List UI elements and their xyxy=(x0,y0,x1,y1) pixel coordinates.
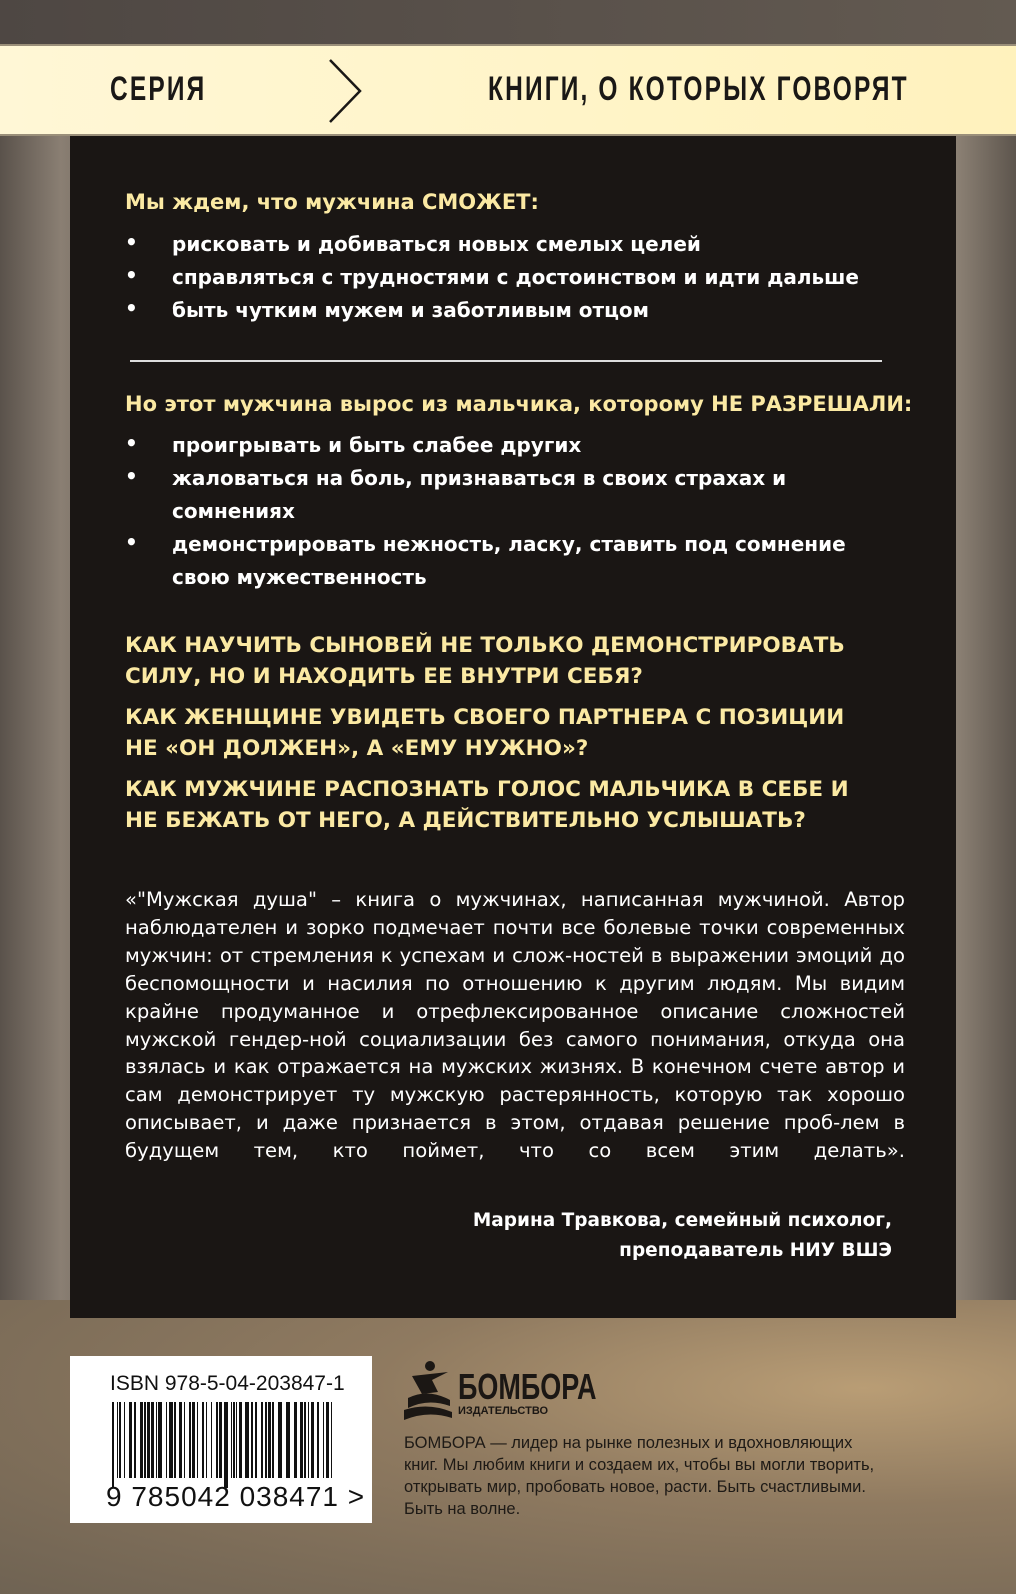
list-item: проигрывать и быть слабее других xyxy=(172,433,582,457)
barcode-bar xyxy=(304,1402,306,1478)
barcode-bar xyxy=(184,1402,185,1478)
barcode-bar xyxy=(117,1402,118,1478)
barcode-bar xyxy=(245,1402,249,1478)
barcode-bar xyxy=(124,1402,125,1478)
series-name: КНИГИ, О КОТОРЫХ ГОВОРЯТ xyxy=(488,70,909,108)
top-background xyxy=(0,0,1016,46)
barcode-bar xyxy=(119,1402,121,1478)
attribution-line: Марина Травкова, семейный психолог, xyxy=(472,1210,892,1231)
section2-heading: Но этот мужчина вырос из мальчика, которому НЕ РАЗРЕШАЛИ: xyxy=(125,392,913,416)
bullet-icon: • xyxy=(125,296,138,320)
barcode-bar xyxy=(189,1402,191,1478)
list-item: рисковать и добиваться новых смелых целей xyxy=(172,232,701,256)
barcode-bar xyxy=(179,1402,182,1478)
barcode-bar xyxy=(233,1402,235,1478)
barcode-bar xyxy=(166,1402,167,1478)
bullet-icon: • xyxy=(125,263,138,287)
bullet-icon: • xyxy=(125,230,138,254)
barcode-bar xyxy=(323,1402,324,1478)
series-banner xyxy=(0,44,1016,136)
list-item: демонстрировать нежность, ласку, ставить под сомнение свою мужественность xyxy=(172,532,846,589)
barcode-bar xyxy=(272,1402,274,1478)
barcode-bar xyxy=(211,1402,212,1478)
barcode-bar xyxy=(255,1402,257,1478)
barcode-bar xyxy=(224,1402,228,1488)
list-item: быть чутким мужем и заботливым отцом xyxy=(172,298,650,322)
barcode-bar xyxy=(300,1402,303,1478)
barcode-bar xyxy=(197,1402,198,1478)
barcode-bar xyxy=(158,1402,162,1478)
bullet-icon: • xyxy=(125,431,138,455)
question: КАК НАУЧИТЬ СЫНОВЕЙ НЕ ТОЛЬКО ДЕМОНСТРИРОВАТЬ СИЛУ, НО И НАХОДИТЬ ЕЕ ВНУТРИ СЕБЯ? xyxy=(125,633,845,689)
series-label: СЕРИЯ xyxy=(110,70,207,108)
barcode-bar xyxy=(202,1402,204,1478)
isbn-barcode-box xyxy=(70,1356,372,1523)
review-quote: «"Мужская душа" – книга о мужчинах, написанная мужчиной. Автор наблюдателен и зорко подмечает почти все болевые точки современных мужчин: от стремления к успехам и слож-ностей в выражении эмоций до беспомощности и насилия по отношению к другим людям. Мы видим крайне продуманное и отрефлексированное описание сложностей мужской гендер-ной социализации без самого понимания, откуда она взялась и как отражается на мужских жизнях. В конечном счете автор и сам демонстрирует ту мужскую растерянность, которую так хорошо описывает, и даже признается в этом, отдавая решение проб-лем в будущем тем, кто поймет, что со всем этим делать». xyxy=(125,888,905,1163)
barcode-bar xyxy=(286,1402,290,1478)
publisher-logo-icon xyxy=(402,1358,454,1420)
list-item: справляться с трудностями с достоинством и идти дальше xyxy=(172,265,859,289)
barcode-bar xyxy=(317,1402,319,1478)
barcode-bar xyxy=(151,1402,154,1478)
publisher-subtitle: ИЗДАТЕЛЬСТВО xyxy=(458,1405,549,1417)
isbn-label: ISBN 978-5-04-203847-1 xyxy=(110,1372,345,1395)
quote-attribution xyxy=(473,1206,892,1266)
description-panel xyxy=(70,136,956,1318)
barcode xyxy=(110,1402,340,1488)
publisher-name: БОМБОРА xyxy=(458,1366,597,1407)
chevron-right-icon xyxy=(326,58,366,124)
barcode-bar xyxy=(311,1402,314,1478)
barcode-bar xyxy=(308,1402,309,1478)
barcode-bar xyxy=(192,1402,195,1478)
barcode-bar xyxy=(129,1402,132,1478)
barcode-bar xyxy=(326,1402,329,1478)
bullet-icon: • xyxy=(125,530,138,554)
barcode-bar xyxy=(294,1402,297,1478)
question: КАК МУЖЧИНЕ РАСПОЗНАТЬ ГОЛОС МАЛЬЧИКА В СЕБЕ И НЕ БЕЖАТЬ ОТ НЕГО, А ДЕЙСТВИТЕЛЬНО УСЛЫШАТЬ? xyxy=(125,777,849,833)
barcode-bar xyxy=(147,1402,150,1478)
section1-heading: Мы ждем, что мужчина СМОЖЕТ: xyxy=(125,190,539,214)
barcode-bar xyxy=(236,1402,237,1478)
bullet-icon: • xyxy=(125,464,138,488)
barcode-bar xyxy=(169,1402,173,1478)
barcode-bar xyxy=(261,1402,263,1478)
barcode-bar xyxy=(331,1402,332,1478)
barcode-bar xyxy=(112,1402,114,1488)
barcode-bar xyxy=(156,1402,157,1478)
barcode-bar xyxy=(134,1402,136,1478)
question: КАК ЖЕНЩИНЕ УВИДЕТЬ СВОЕГО ПАРТНЕРА С ПОЗИЦИИ НЕ «ОН ДОЛЖЕН», А «ЕМУ НУЖНО»? xyxy=(125,705,845,761)
divider xyxy=(130,360,882,362)
barcode-bar xyxy=(219,1402,222,1478)
barcode-bar xyxy=(144,1402,146,1478)
barcode-bar xyxy=(216,1402,218,1478)
barcode-bar xyxy=(206,1402,207,1478)
barcode-bar xyxy=(231,1402,232,1478)
barcode-digits: 9 785042 038471 > xyxy=(106,1481,366,1512)
barcode-bar xyxy=(239,1402,242,1478)
barcode-bar xyxy=(174,1402,176,1478)
attribution-line: преподаватель НИУ ВШЭ xyxy=(619,1240,892,1261)
barcode-bar xyxy=(265,1402,267,1478)
publisher-description: БОМБОРА — лидер на рынке полезных и вдохновляющих книг. Мы любим книги и создаем их, чтобы вы могли творить, открывать мир, пробовать новое, расти. Быть счастливыми. Быть на волне. xyxy=(404,1434,875,1518)
barcode-bar xyxy=(140,1402,143,1478)
list-item: жаловаться на боль, признаваться в своих страхах и сомнениях xyxy=(172,466,787,523)
barcode-bar xyxy=(251,1402,253,1478)
barcode-bar xyxy=(278,1402,282,1478)
barcode-bar xyxy=(268,1402,271,1478)
